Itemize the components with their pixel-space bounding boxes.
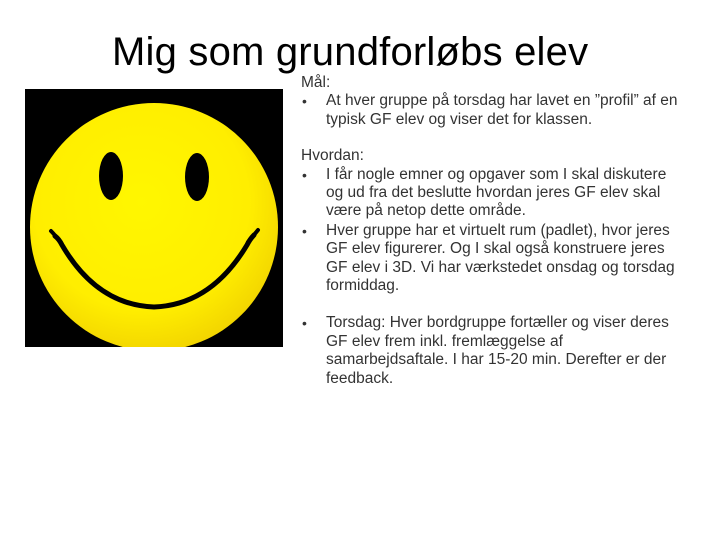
bullet-dot: •: [302, 222, 307, 239]
bullet-item: [301, 92, 681, 129]
left-eye: [99, 152, 123, 200]
bullet-text: Hver gruppe har et virtuelt rum (padlet), hvor jeres GF elev figurerer. Og I skal også konstruere jeres GF elev i 3D. Vi har værkstedet onsdag og torsdag formiddag.: [326, 221, 675, 295]
right-eye: [185, 153, 209, 201]
smiley-image: [25, 89, 283, 347]
bullet-item: [301, 166, 681, 221]
section-heading: Hvordan:: [301, 147, 364, 165]
slide-title: Mig som grundforløbs elev: [112, 30, 589, 74]
section-how: [301, 147, 681, 295]
bullet-dot: •: [302, 93, 307, 110]
bullet-item: [301, 314, 681, 388]
bullet-text: I får nogle emner og opgaver som I skal diskutere og ud fra det beslutte hvordan jeres GF elev skal være på netop dette område.: [326, 165, 667, 220]
section-heading: Mål:: [301, 74, 331, 91]
bullet-text: Torsdag: Hver bordgruppe fortæller og viser deres GF elev frem inkl. fremlæggelse af samarbejdsaftale. I har 15-20 min. Derefter er der feedback.: [326, 314, 669, 387]
smiley-face-icon: [25, 89, 283, 347]
bullet-item: [301, 222, 681, 296]
bullet-text: At hver gruppe på torsdag har lavet en ”profil” af en typisk GF elev og viser det for klassen.: [326, 92, 678, 128]
section-thursday: [301, 314, 681, 388]
bullet-dot: •: [302, 315, 307, 332]
smiley-face: [30, 103, 278, 347]
bullet-dot: •: [302, 166, 307, 183]
section-goal: [301, 74, 681, 129]
slide-body: [301, 74, 681, 388]
